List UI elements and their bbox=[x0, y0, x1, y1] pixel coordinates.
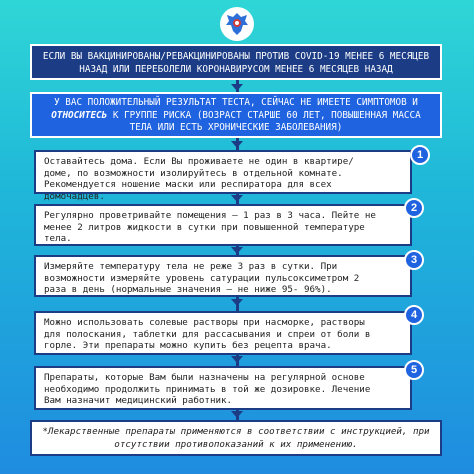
step-card-1 bbox=[34, 150, 412, 202]
condition-text-before: У ВАС ПОЛОЖИТЕЛЬНЫЙ РЕЗУЛЬТАТ ТЕСТА, СЕЙЧАС НЕ ИМЕЕТЕ СИМПТОМОВ И bbox=[54, 97, 418, 108]
step-number: 1 bbox=[416, 149, 424, 161]
step-text: Препараты, которые Вам были назначены на регулярной основе необходимо продолжить принимать в той же дозировке. Лечение Вам назначит медицинский работник. bbox=[44, 372, 371, 407]
arrow-down bbox=[231, 84, 243, 91]
arrow-down bbox=[231, 299, 243, 306]
step-card-2 bbox=[34, 204, 412, 246]
step-number: 4 bbox=[410, 309, 418, 321]
step-card-4 bbox=[34, 311, 412, 355]
condition-banner bbox=[30, 92, 442, 138]
step-number-badge bbox=[404, 198, 424, 218]
step-number-badge bbox=[404, 250, 424, 270]
arrow-down bbox=[231, 141, 243, 148]
step-text: Можно использовать солевые растворы при насморке, растворы для полоскания, таблетки для рассасывания и спреи от боли в горле. Эти препараты можно купить без рецепта врача. bbox=[44, 317, 371, 352]
header-text: ЕСЛИ ВЫ ВАКЦИНИРОВАНЫ/РЕВАКЦИНИРОВАНЫ ПРОТИВ COVID-19 МЕНЕЕ 6 МЕСЯЦЕВ НАЗАД ИЛИ ПЕРЕБОЛЕЛИ КОРОНАВИРУСОМ МЕНЕЕ 6 МЕСЯЦЕВ НАЗАД bbox=[42, 51, 430, 75]
condition-text-after: К ГРУППЕ РИСКА (ВОЗРАСТ СТАРШЕ 60 ЛЕТ, ПОВЫШЕННАЯ МАССА ТЕЛА ИЛИ ЕСТЬ ХРОНИЧЕСКИЕ ЗАБОЛЕВАНИЯ) bbox=[112, 109, 421, 133]
step-number-badge bbox=[410, 145, 430, 165]
arrow-down bbox=[231, 356, 243, 363]
arrow-down bbox=[231, 247, 243, 254]
step-card-3 bbox=[34, 255, 412, 297]
condition-emphasis: ОТНОСИТЕСЬ bbox=[51, 109, 108, 121]
step-text: Оставайтесь дома. Если Вы проживаете не один в квартире/доме, по возможности изолируйтесь в отдельной комнате. Рекомендуется ношение маски или респиратора для всех домочадцев. bbox=[44, 156, 354, 202]
step-card-5 bbox=[34, 366, 412, 410]
footnote bbox=[30, 420, 442, 456]
step-text: Измеряйте температуру тела не реже 3 раз в сутки. При возможности измеряйте уровень сатурации пульсоксиметром 2 раза в день (нормальные значения – не ниже 95- 96%). bbox=[44, 261, 360, 296]
footnote-text: *Лекарственные препараты применяются в соответствии с инструкцией, при отсутствии противопоказаний к их применению. bbox=[42, 426, 430, 450]
step-number: 2 bbox=[410, 202, 418, 214]
step-number: 5 bbox=[410, 364, 418, 376]
eagle-emblem-icon bbox=[219, 6, 255, 42]
header-banner bbox=[30, 44, 442, 80]
arrow-down bbox=[231, 411, 243, 418]
step-text: Регулярно проветривайте помещения – 1 раз в 3 часа. Пейте не менее 2 литров жидкости в сутки при повышенной температуре тела. bbox=[44, 210, 376, 245]
arrow-down bbox=[231, 195, 243, 202]
step-number: 3 bbox=[410, 254, 418, 266]
step-number-badge bbox=[404, 360, 424, 380]
step-number-badge bbox=[404, 305, 424, 325]
